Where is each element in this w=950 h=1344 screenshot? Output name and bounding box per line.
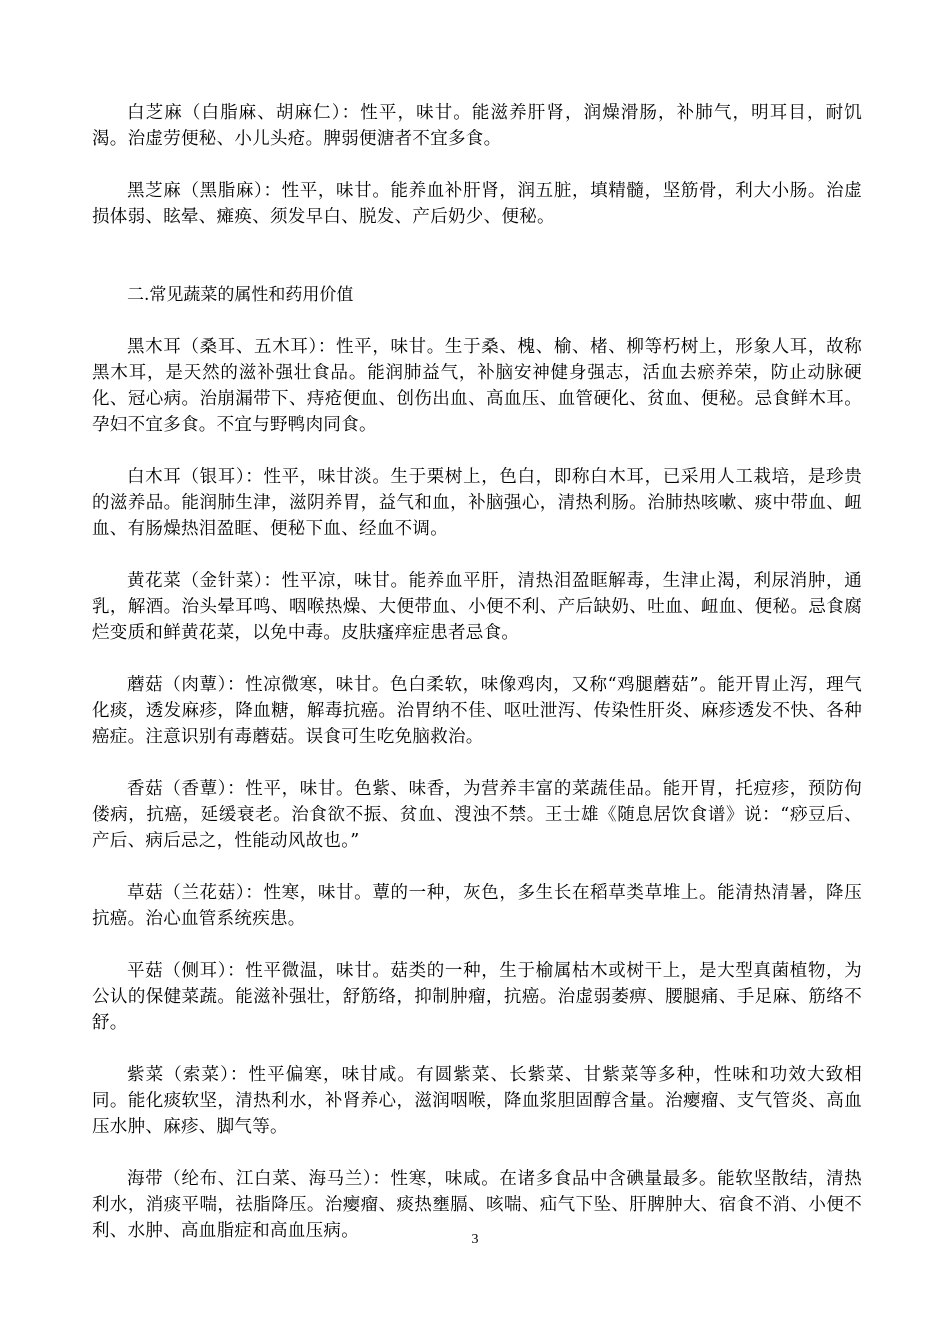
page-content	[92, 100, 862, 1244]
paragraph-black-fungus: 黑木耳（桑耳、五木耳）：性平，味甘。生于桑、槐、榆、楮、柳等朽树上，形象人耳，故称黑木耳，是天然的滋补强壮食品。能润肺益气，补脑安神健身强志，活血去瘀养荣，防止动脉硬化、冠心病。治崩漏带下、痔疮便血、创伤出血、高血压、血管硬化、贫血、便秘。忌食鲜木耳。孕妇不宜多食。不宜与野鸭肉同食。	[92, 337, 862, 435]
paragraph-oyster-mushroom: 平菇（侧耳）：性平微温，味甘。菇类的一种，生于榆属枯木或树干上，是大型真菌植物，为公认的保健菜蔬。能滋补强壮，舒筋络，抑制肿瘤，抗癌。治虚弱萎痹、腰腿痛、手足麻、筋络不舒。	[92, 961, 862, 1033]
paragraph-spacer	[92, 308, 862, 334]
paragraph-spacer	[92, 438, 862, 464]
paragraph-spacer	[92, 854, 862, 880]
paragraph-white-sesame: 白芝麻（白脂麻、胡麻仁）：性平，味甘。能滋养肝肾，润燥滑肠，补肺气，明耳目，耐饥渴。治虚劳便秘、小儿头疮。脾弱便溏者不宜多食。	[92, 103, 862, 149]
paragraph-spacer	[92, 1036, 862, 1062]
paragraph-shiitake: 香菇（香蕈）：性平，味甘。色紫、味香，为营养丰富的菜蔬佳品。能开胃，托痘疹，预防佝偻病，抗癌，延缓衰老。治食欲不振、贫血、溲浊不禁。王士雄《随息居饮食谱》说：“痧豆后、产后、病后忌之，性能动风故也。”	[92, 779, 862, 851]
paragraph-black-sesame: 黑芝麻（黑脂麻）：性平，味甘。能养血补肝肾，润五脏，填精髓，坚筋骨，利大小肠。治虚损体弱、眩晕、瘫痪、须发早白、脱发、产后奶少、便秘。	[92, 181, 862, 227]
paragraph-kelp: 海带（纶布、江白菜、海马兰）：性寒，味咸。在诸多食品中含碘量最多。能软坚散结，清热利水，消痰平喘，祛脂降压。治瘿瘤、痰热壅膈、咳喘、疝气下坠、肝脾肿大、宿食不消、小便不利、水肿、高血脂症和高血压病。	[92, 1169, 862, 1241]
paragraph-spacer	[92, 542, 862, 568]
paragraph-spacer	[92, 932, 862, 958]
section-heading: 二.常见蔬菜的属性和药用价值	[127, 285, 354, 305]
paragraph-spacer	[92, 1140, 862, 1166]
paragraph-spacer	[92, 750, 862, 776]
paragraph-laver: 紫菜（索菜）：性平偏寒，味甘咸。有圆紫菜、长紫菜、甘紫菜等多种，性味和功效大致相同。能化痰软坚，清热利水，补肾养心，滋润咽喉，降血浆胆固醇含量。治瘿瘤、支气管炎、高血压水肿、麻疹、脚气等。	[92, 1065, 862, 1137]
paragraph-straw-mushroom: 草菇（兰花菇）：性寒，味甘。蕈的一种，灰色，多生长在稻草类草堆上。能清热清暑，降压抗癌。治心血管系统疾患。	[92, 883, 862, 929]
paragraph-daylily: 黄花菜（金针菜）：性平凉，味甘。能养血平肝，清热泪盈眶解毒，生津止渴，利尿消肿，通乳，解酒。治头晕耳鸣、咽喉热燥、大便带血、小便不利、产后缺奶、吐血、衄血、便秘。忌食腐烂变质和鲜黄花菜，以免中毒。皮肤瘙痒症患者忌食。	[92, 571, 862, 643]
paragraph-mushroom: 蘑菇（肉蕈）：性凉微寒，味甘。色白柔软，味像鸡肉，又称“鸡腿蘑菇”。能开胃止泻，理气化痰，透发麻疹，降血糖，解毒抗癌。治胃纳不佳、呕吐泄泻、传染性肝炎、麻疹透发不快、各种癌症。注意识别有毒蘑菇。误食可生吃免脑救治。	[92, 675, 862, 747]
paragraph-spacer	[92, 646, 862, 672]
paragraph-spacer	[92, 152, 862, 178]
page-number: 3	[471, 1232, 479, 1247]
section-spacer	[92, 230, 862, 282]
paragraph-white-fungus: 白木耳（银耳）：性平，味甘淡。生于栗树上，色白，即称白木耳，已采用人工栽培，是珍贵的滋养品。能润肺生津，滋阴养胃，益气和血，补脑强心，清热利肠。治肺热咳嗽、痰中带血、衄血、有肠燥热泪盈眶、便秘下血、经血不调。	[92, 467, 862, 539]
